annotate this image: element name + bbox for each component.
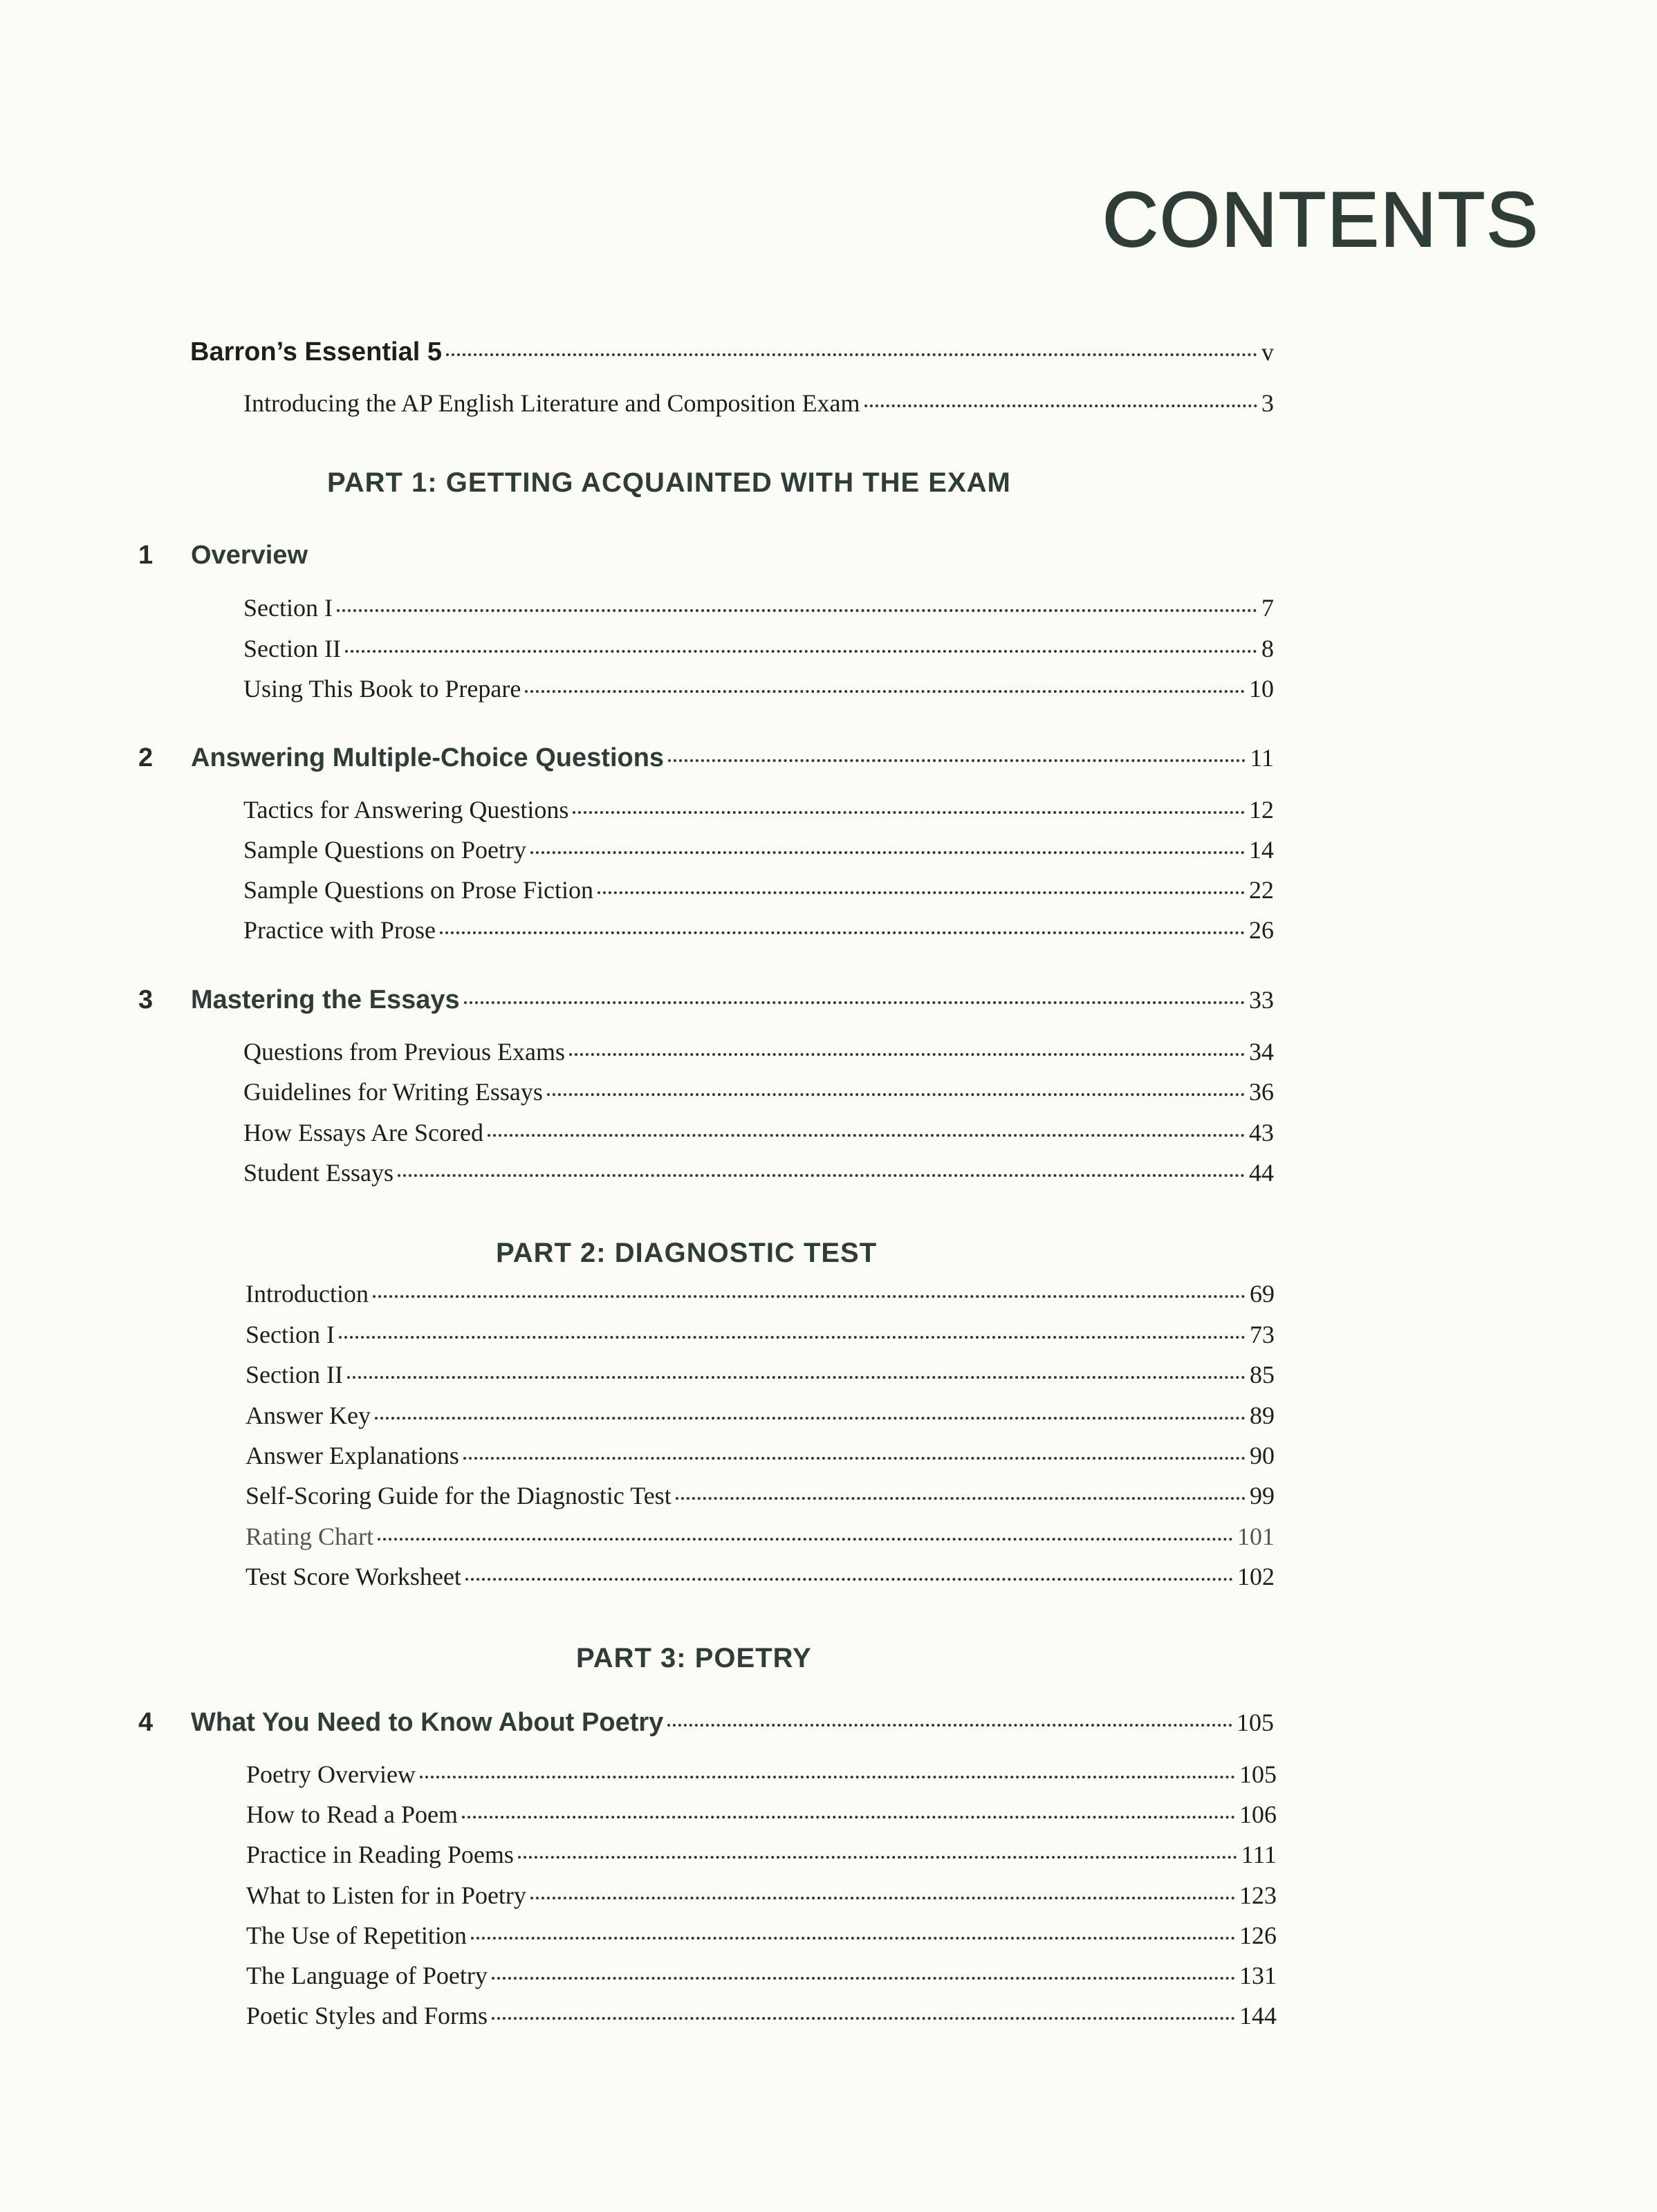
chapter-number: 4 bbox=[138, 1708, 154, 1737]
dot-leader bbox=[420, 1776, 1235, 1778]
dot-leader bbox=[446, 353, 1257, 356]
toc-entry[interactable] bbox=[243, 1118, 1274, 1153]
entry-label: Practice with Prose bbox=[243, 916, 436, 944]
dot-leader bbox=[471, 1937, 1235, 1940]
dot-leader bbox=[464, 1001, 1245, 1004]
entry-label: Section II bbox=[243, 635, 341, 662]
part-heading-1: PART 1: GETTING ACQUAINTED WITH THE EXAM bbox=[327, 467, 1011, 498]
chapter-page: 11 bbox=[1250, 744, 1274, 772]
entry-page: 102 bbox=[1237, 1563, 1275, 1590]
toc-chapter-3[interactable] bbox=[138, 985, 1274, 1020]
entry-label: Test Score Worksheet bbox=[246, 1563, 461, 1590]
dot-leader bbox=[375, 1417, 1246, 1420]
entry-label: Section I bbox=[246, 1321, 335, 1348]
toc-entry[interactable] bbox=[243, 674, 1274, 709]
toc-entry[interactable] bbox=[246, 1441, 1275, 1476]
entry-page: 10 bbox=[1249, 675, 1274, 703]
dot-leader bbox=[569, 1053, 1245, 1056]
chapter-page: 33 bbox=[1249, 986, 1274, 1014]
entry-label: Student Essays bbox=[243, 1159, 394, 1187]
toc-chapter-2[interactable] bbox=[138, 743, 1274, 778]
entry-label: Practice in Reading Poems bbox=[246, 1841, 514, 1868]
entry-label: Section II bbox=[246, 1361, 343, 1388]
entry-page: 43 bbox=[1249, 1119, 1274, 1146]
entry-page: 90 bbox=[1250, 1442, 1275, 1469]
toc-chapter-4[interactable] bbox=[138, 1708, 1274, 1742]
dot-leader bbox=[398, 1174, 1245, 1177]
toc-entry[interactable] bbox=[246, 2001, 1277, 2036]
entry-page: 101 bbox=[1237, 1523, 1275, 1550]
entry-label: Answer Explanations bbox=[246, 1442, 459, 1469]
part-heading-3: PART 3: POETRY bbox=[576, 1643, 812, 1673]
entry-label: Self-Scoring Guide for the Diagnostic Test bbox=[246, 1482, 672, 1509]
toc-entry[interactable] bbox=[246, 1279, 1275, 1314]
entry-page: 34 bbox=[1249, 1038, 1274, 1066]
entry-label: Introduction bbox=[246, 1280, 369, 1308]
dot-leader bbox=[518, 1856, 1237, 1859]
toc-entry-barrons-essential-5[interactable] bbox=[190, 337, 1274, 372]
toc-entry[interactable] bbox=[243, 875, 1274, 910]
entry-page: 69 bbox=[1250, 1280, 1275, 1308]
entry-page: 7 bbox=[1261, 594, 1274, 622]
toc-entry[interactable] bbox=[246, 1840, 1277, 1875]
entry-page: 14 bbox=[1249, 836, 1274, 864]
entry-label: Introducing the AP English Literature and Composition Exam bbox=[243, 389, 860, 417]
entry-page: 111 bbox=[1241, 1841, 1277, 1868]
entry-page: 99 bbox=[1250, 1482, 1275, 1509]
entry-label: Barron’s Essential 5 bbox=[190, 337, 442, 366]
entry-label: Sample Questions on Prose Fiction bbox=[243, 876, 593, 904]
toc-entry[interactable] bbox=[246, 1562, 1275, 1597]
entry-label: Using This Book to Prepare bbox=[243, 675, 521, 703]
toc-entry[interactable] bbox=[243, 916, 1274, 950]
chapter-number: 2 bbox=[138, 743, 154, 772]
dot-leader bbox=[573, 811, 1245, 814]
entry-page: 126 bbox=[1239, 1922, 1277, 1949]
toc-entry[interactable] bbox=[243, 1158, 1274, 1193]
entry-page: 44 bbox=[1249, 1159, 1274, 1187]
entry-label: Rating Chart bbox=[246, 1523, 373, 1550]
toc-entry[interactable] bbox=[243, 1077, 1274, 1112]
dot-leader bbox=[465, 1578, 1233, 1581]
chapter-title: Overview bbox=[191, 541, 308, 570]
dot-leader bbox=[488, 1134, 1245, 1137]
dot-leader bbox=[378, 1538, 1233, 1541]
entry-page: 22 bbox=[1249, 876, 1274, 904]
dot-leader bbox=[598, 891, 1245, 894]
toc-entry[interactable] bbox=[243, 593, 1274, 628]
entry-label: Sample Questions on Poetry bbox=[243, 836, 526, 864]
entry-page: 106 bbox=[1239, 1801, 1277, 1828]
entry-page: 3 bbox=[1261, 389, 1274, 417]
entry-label: What to Listen for in Poetry bbox=[246, 1881, 526, 1909]
dot-leader bbox=[492, 2017, 1235, 2020]
dot-leader bbox=[864, 405, 1257, 407]
dot-leader bbox=[530, 1897, 1235, 1899]
toc-entry-introducing-exam[interactable] bbox=[243, 389, 1274, 423]
chapter-page: 105 bbox=[1237, 1709, 1274, 1736]
dot-leader bbox=[525, 690, 1245, 693]
entry-page: 26 bbox=[1249, 916, 1274, 944]
entry-page: 89 bbox=[1250, 1402, 1275, 1429]
toc-entry[interactable] bbox=[246, 1800, 1277, 1834]
chapter-number: 3 bbox=[138, 985, 154, 1014]
entry-label: Tactics for Answering Questions bbox=[243, 796, 569, 824]
dot-leader bbox=[667, 1724, 1232, 1727]
toc-entry[interactable] bbox=[246, 1522, 1275, 1556]
entry-page: 131 bbox=[1239, 1962, 1277, 1989]
toc-entry[interactable] bbox=[246, 1320, 1275, 1355]
dot-leader bbox=[463, 1457, 1246, 1460]
chapter-title: Mastering the Essays bbox=[191, 985, 460, 1014]
entry-label: Guidelines for Writing Essays bbox=[243, 1078, 543, 1106]
entry-page: 12 bbox=[1249, 796, 1274, 824]
entry-label: The Language of Poetry bbox=[246, 1962, 488, 1989]
dot-leader bbox=[345, 650, 1257, 653]
dot-leader bbox=[530, 851, 1245, 854]
entry-label: Answer Key bbox=[246, 1402, 371, 1429]
toc-entry[interactable] bbox=[243, 835, 1274, 870]
part-heading-2: PART 2: DIAGNOSTIC TEST bbox=[496, 1238, 878, 1268]
dot-leader bbox=[440, 931, 1245, 934]
dot-leader bbox=[492, 1977, 1235, 1980]
chapter-title: What You Need to Know About Poetry bbox=[191, 1708, 664, 1737]
entry-page: 73 bbox=[1250, 1321, 1275, 1348]
toc-entry[interactable] bbox=[246, 1360, 1275, 1395]
dot-leader bbox=[676, 1497, 1246, 1500]
entry-page: v bbox=[1261, 338, 1274, 366]
toc-entry[interactable] bbox=[243, 1037, 1274, 1072]
entry-page: 144 bbox=[1239, 2002, 1277, 2029]
entry-label: Poetry Overview bbox=[246, 1760, 416, 1788]
toc-entry[interactable] bbox=[246, 1760, 1277, 1794]
entry-label: The Use of Repetition bbox=[246, 1922, 467, 1949]
dot-leader bbox=[373, 1295, 1246, 1298]
entry-label: How Essays Are Scored bbox=[243, 1119, 483, 1146]
toc-entry[interactable] bbox=[246, 1881, 1277, 1915]
chapter-number: 1 bbox=[138, 541, 154, 570]
dot-leader bbox=[337, 609, 1257, 612]
entry-page: 123 bbox=[1239, 1881, 1277, 1909]
entry-page: 8 bbox=[1261, 635, 1274, 662]
entry-label: Questions from Previous Exams bbox=[243, 1038, 565, 1066]
dot-leader bbox=[668, 759, 1246, 762]
page-title: CONTENTS bbox=[1102, 176, 1539, 263]
toc-entry[interactable] bbox=[246, 1401, 1275, 1435]
dot-leader bbox=[347, 1376, 1246, 1379]
entry-label: Section I bbox=[243, 594, 333, 622]
entry-label: How to Read a Poem bbox=[246, 1801, 458, 1828]
toc-entry[interactable] bbox=[246, 1481, 1275, 1516]
dot-leader bbox=[462, 1816, 1235, 1819]
toc-entry[interactable] bbox=[246, 1961, 1277, 1996]
entry-label: Poetic Styles and Forms bbox=[246, 2002, 488, 2029]
entry-page: 105 bbox=[1239, 1760, 1277, 1788]
toc-entry[interactable] bbox=[243, 634, 1274, 669]
chapter-title: Answering Multiple-Choice Questions bbox=[191, 743, 665, 772]
dot-leader bbox=[547, 1093, 1245, 1096]
dot-leader bbox=[339, 1336, 1246, 1339]
entry-page: 85 bbox=[1250, 1361, 1275, 1388]
entry-page: 36 bbox=[1249, 1078, 1274, 1106]
toc-chapter-1[interactable] bbox=[138, 541, 1274, 575]
toc-entry[interactable] bbox=[246, 1921, 1277, 1955]
toc-entry[interactable] bbox=[243, 795, 1274, 830]
